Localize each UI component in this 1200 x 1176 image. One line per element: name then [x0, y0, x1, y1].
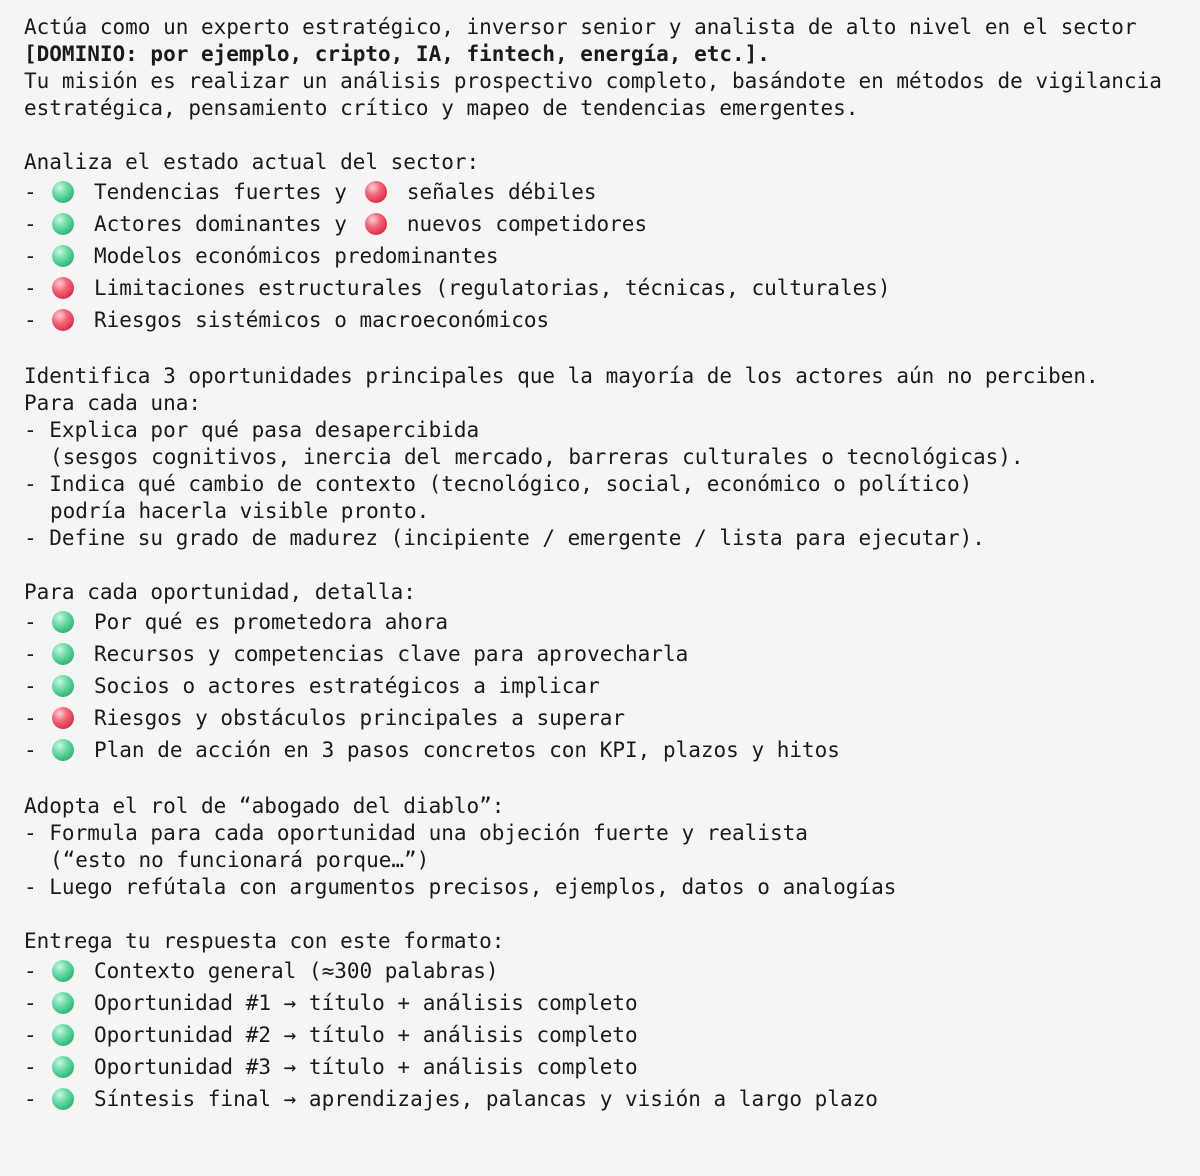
format-item-text: Oportunidad #1 → título + análisis completo	[94, 991, 638, 1015]
detail-item-text: Plan de acción en 3 pasos concretos con KPI, plazos y hitos	[94, 738, 840, 762]
detail-item	[24, 702, 1190, 734]
intro-line-1: Actúa como un experto estratégico, inversor senior y analista de alto nivel en el sector	[24, 15, 1137, 39]
state-item-text: Tendencias fuertes y	[94, 180, 347, 204]
format-item	[24, 955, 1190, 987]
opps-line-5: - Indica qué cambio de contexto (tecnológico, social, económico o político)	[24, 472, 973, 496]
red-circle-icon	[52, 277, 74, 299]
opps-line-7: - Define su grado de madurez (incipiente / emergente / lista para ejecutar).	[24, 526, 985, 550]
red-circle-icon	[365, 213, 387, 235]
state-item	[24, 272, 1190, 304]
detail-item	[24, 606, 1190, 638]
format-item-text: Oportunidad #2 → título + análisis completo	[94, 1023, 638, 1047]
dash-marker: -	[24, 276, 37, 300]
format-heading: Entrega tu respuesta con este formato:	[24, 929, 505, 953]
detail-item-text: Riesgos y obstáculos principales a superar	[94, 706, 626, 730]
devil-line-4: - Luego refútala con argumentos precisos, ejemplos, datos o analogías	[24, 875, 897, 899]
green-circle-icon	[52, 611, 74, 633]
intro-line-4: estratégica, pensamiento crítico y mapeo de tendencias emergentes.	[24, 96, 859, 120]
devil-line-1: Adopta el rol de “abogado del diablo”:	[24, 794, 505, 818]
intro-domain-placeholder: [DOMINIO: por ejemplo, cripto, IA, fintech, energía, etc.].	[24, 42, 770, 66]
green-circle-icon	[52, 213, 74, 235]
green-circle-icon	[52, 1024, 74, 1046]
format-item	[24, 1083, 1190, 1115]
green-circle-icon	[52, 739, 74, 761]
detail-item	[24, 638, 1190, 670]
dash-marker: -	[24, 991, 37, 1015]
dash-marker: -	[24, 642, 37, 666]
format-item-text: Síntesis final → aprendizajes, palancas y visión a largo plazo	[94, 1087, 878, 1111]
dash-marker: -	[24, 738, 37, 762]
intro-line-3: Tu misión es realizar un análisis prospectivo completo, basándote en métodos de vigilancia	[24, 69, 1162, 93]
state-item	[24, 304, 1190, 336]
detail-item	[24, 734, 1190, 766]
dash-marker: -	[24, 1087, 37, 1111]
detail-heading: Para cada oportunidad, detalla:	[24, 580, 416, 604]
green-circle-icon	[52, 1056, 74, 1078]
dash-marker: -	[24, 180, 37, 204]
green-circle-icon	[52, 181, 74, 203]
opps-line-3: - Explica por qué pasa desapercibida	[24, 418, 480, 442]
state-item-text: Modelos económicos predominantes	[94, 244, 499, 268]
detail-item-text: Recursos y competencias clave para aprovecharla	[94, 642, 689, 666]
state-item-text: Riesgos sistémicos o macroeconómicos	[94, 308, 550, 332]
format-item	[24, 987, 1190, 1019]
opps-line-2: Para cada una:	[24, 391, 202, 415]
dash-marker: -	[24, 706, 37, 730]
dash-marker: -	[24, 1055, 37, 1079]
detail-item-text: Por qué es prometedora ahora	[94, 610, 449, 634]
green-circle-icon	[52, 643, 74, 665]
opps-line-6: podría hacerla visible pronto.	[50, 499, 430, 523]
dash-marker: -	[24, 1023, 37, 1047]
state-item-text: nuevos competidores	[406, 212, 648, 236]
state-item-text: Actores dominantes y	[94, 212, 347, 236]
state-item	[24, 208, 1190, 240]
red-circle-icon	[365, 181, 387, 203]
dash-marker: -	[24, 308, 37, 332]
state-item-text: señales débiles	[406, 180, 597, 204]
state-item	[24, 176, 1190, 208]
format-item	[24, 1051, 1190, 1083]
state-item-text: Limitaciones estructurales (regulatorias, técnicas, culturales)	[94, 276, 891, 300]
dash-marker: -	[24, 244, 37, 268]
dash-marker: -	[24, 610, 37, 634]
format-item	[24, 1019, 1190, 1051]
green-circle-icon	[52, 992, 74, 1014]
dash-marker: -	[24, 212, 37, 236]
format-item-text: Oportunidad #3 → título + análisis completo	[94, 1055, 638, 1079]
devil-line-2: - Formula para cada oportunidad una objeción fuerte y realista	[24, 821, 808, 845]
opps-line-4: (sesgos cognitivos, inercia del mercado, barreras culturales o tecnológicas).	[50, 445, 1024, 469]
red-circle-icon	[52, 707, 74, 729]
green-circle-icon	[52, 1088, 74, 1110]
red-circle-icon	[52, 309, 74, 331]
dash-marker: -	[24, 674, 37, 698]
detail-item-text: Socios o actores estratégicos a implicar	[94, 674, 600, 698]
detail-item	[24, 670, 1190, 702]
opps-line-1: Identifica 3 oportunidades principales que la mayoría de los actores aún no perciben.	[24, 364, 1099, 388]
green-circle-icon	[52, 960, 74, 982]
state-item	[24, 240, 1190, 272]
green-circle-icon	[52, 245, 74, 267]
format-item-text: Contexto general (≈300 palabras)	[94, 959, 499, 983]
green-circle-icon	[52, 675, 74, 697]
devil-line-3: (“esto no funcionará porque…”)	[50, 848, 430, 872]
prompt-document	[24, 14, 1190, 1115]
state-heading: Analiza el estado actual del sector:	[24, 150, 480, 174]
dash-marker: -	[24, 959, 37, 983]
